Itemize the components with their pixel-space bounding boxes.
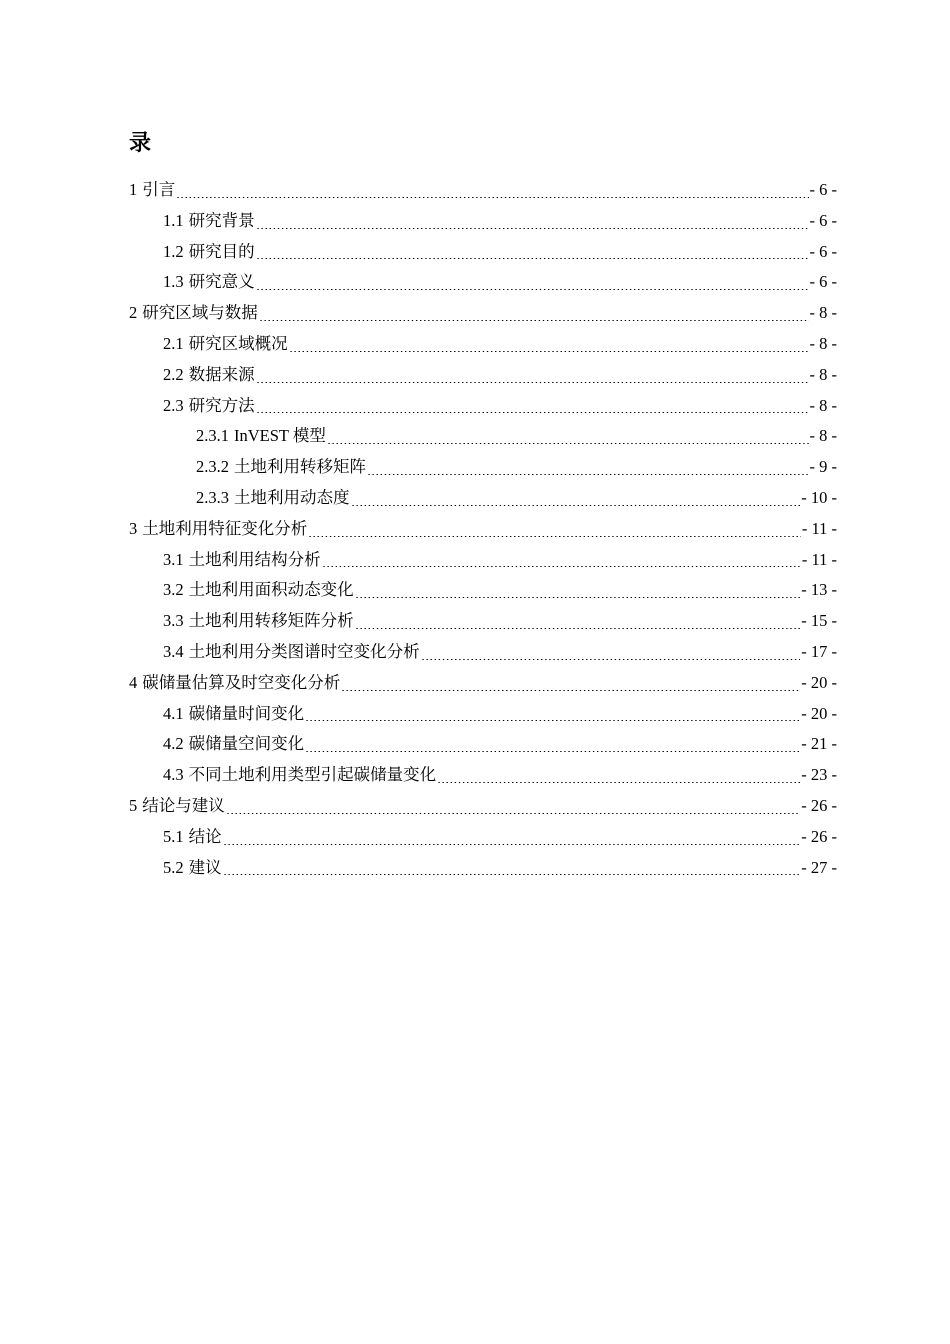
- toc-entry-number: 2.1: [163, 333, 184, 353]
- toc-entry-page-number: - 6 -: [809, 241, 837, 261]
- toc-entry[interactable]: [129, 483, 837, 514]
- toc-entry-title: 碳储量时间变化: [188, 703, 305, 723]
- toc-entry-number: 2.3: [163, 395, 184, 415]
- table-of-contents: [129, 175, 837, 883]
- toc-entry-number: 4: [129, 672, 138, 692]
- dot-leader: [176, 197, 808, 198]
- dot-leader: [305, 751, 800, 752]
- toc-entry-page-number: - 26 -: [801, 795, 837, 815]
- toc-entry[interactable]: [129, 668, 837, 699]
- toc-entry-number: 3.4: [163, 641, 184, 661]
- toc-entry[interactable]: [129, 237, 837, 268]
- toc-entry-number: 3: [129, 518, 138, 538]
- toc-entry-page-number: - 8 -: [809, 333, 837, 353]
- dot-leader: [308, 536, 801, 537]
- toc-entry[interactable]: [129, 760, 837, 791]
- toc-entry-title: 结论: [188, 826, 222, 846]
- toc-entry-page-number: - 8 -: [809, 303, 837, 323]
- toc-entry[interactable]: [129, 791, 837, 822]
- toc-entry-page-number: - 20 -: [801, 703, 837, 723]
- toc-entry-title: 土地利用转移矩阵分析: [188, 611, 354, 631]
- toc-entry-title: 研究目的: [188, 241, 255, 261]
- toc-entry-title: 土地利用动态度: [234, 487, 350, 507]
- toc-entry-title: 结论与建议: [142, 795, 225, 815]
- dot-leader: [327, 443, 809, 444]
- toc-entry-title: InVEST 模型: [234, 426, 326, 446]
- toc-entry-page-number: - 23 -: [801, 765, 837, 785]
- toc-entry-title: 建议: [188, 857, 222, 877]
- dot-leader: [351, 505, 801, 506]
- toc-entry-page-number: - 8 -: [809, 395, 837, 415]
- toc-entry[interactable]: [129, 699, 837, 730]
- toc-entry[interactable]: [129, 729, 837, 760]
- toc-entry-page-number: - 8 -: [809, 364, 837, 384]
- toc-entry[interactable]: [129, 514, 837, 545]
- toc-entry-page-number: - 15 -: [801, 611, 837, 631]
- toc-entry-title: 引言: [142, 180, 176, 199]
- toc-entry[interactable]: [129, 329, 837, 360]
- toc-entry-number: 3.2: [163, 580, 184, 600]
- dot-leader: [421, 659, 801, 660]
- toc-entry-number: 2.2: [163, 364, 184, 384]
- dot-leader: [223, 874, 801, 875]
- toc-entry-title: 土地利用面积动态变化: [188, 580, 354, 600]
- dot-leader: [355, 628, 801, 629]
- toc-entry-number: 5.2: [163, 857, 184, 877]
- toc-entry-page-number: - 20 -: [801, 672, 837, 692]
- toc-entry-title: 数据来源: [188, 364, 255, 384]
- toc-entry-title: 碳储量估算及时空变化分析: [142, 672, 341, 692]
- toc-entry-page-number: - 8 -: [809, 426, 837, 446]
- toc-entry-title: 土地利用分类图谱时空变化分析: [188, 641, 420, 661]
- toc-entry-title: 土地利用转移矩阵: [234, 457, 366, 477]
- toc-entry-title: 研究区域与数据: [142, 303, 258, 323]
- toc-entry-title: 不同土地利用类型引起碳储量变化: [188, 765, 437, 785]
- toc-entry-page-number: - 26 -: [801, 826, 837, 846]
- toc-entry-page-number: - 17 -: [801, 641, 837, 661]
- dot-leader: [256, 412, 809, 413]
- toc-entry[interactable]: [129, 298, 837, 329]
- dot-leader: [367, 474, 809, 475]
- toc-entry-title: 研究背景: [188, 210, 255, 230]
- toc-entry-title: 研究方法: [188, 395, 255, 415]
- toc-entry[interactable]: [129, 175, 837, 206]
- dot-leader: [305, 720, 800, 721]
- toc-entry-number: 1.3: [163, 272, 184, 292]
- toc-entry-number: 4.3: [163, 765, 184, 785]
- toc-entry-number: 2.3.1: [196, 426, 229, 446]
- toc-entry[interactable]: [129, 391, 837, 422]
- toc-entry-number: 1: [129, 180, 138, 199]
- toc-entry-number: 1.2: [163, 241, 184, 261]
- toc-entry-page-number: - 9 -: [809, 457, 837, 477]
- toc-entry-title: 研究区域概况: [188, 333, 288, 353]
- dot-leader: [256, 228, 809, 229]
- toc-entry-title: 碳储量空间变化: [188, 734, 305, 754]
- dot-leader: [223, 844, 801, 845]
- toc-entry[interactable]: [129, 452, 837, 483]
- dot-leader: [226, 813, 801, 814]
- toc-entry-page-number: - 6 -: [809, 180, 837, 199]
- toc-entry-title: 土地利用特征变化分析: [142, 518, 308, 538]
- toc-entry-page-number: - 11 -: [801, 518, 837, 538]
- toc-entry-page-number: - 11 -: [801, 549, 837, 569]
- toc-entry[interactable]: [129, 637, 837, 668]
- toc-entry-number: 3.3: [163, 611, 184, 631]
- toc-entry-number: 5.1: [163, 826, 184, 846]
- toc-entry[interactable]: [129, 853, 837, 884]
- toc-entry-number: 1.1: [163, 210, 184, 230]
- dot-leader: [256, 382, 809, 383]
- dot-leader: [437, 782, 800, 783]
- toc-entry-number: 2.3.2: [196, 457, 229, 477]
- toc-entry-number: 4.1: [163, 703, 184, 723]
- toc-entry-title: 研究意义: [188, 272, 255, 292]
- dot-leader: [355, 597, 801, 598]
- dot-leader: [256, 289, 809, 290]
- toc-entry-number: 2.3.3: [196, 487, 229, 507]
- toc-entry-number: 5: [129, 795, 138, 815]
- toc-entry-number: 4.2: [163, 734, 184, 754]
- toc-entry-page-number: - 27 -: [801, 857, 837, 877]
- toc-entry-page-number: - 13 -: [801, 580, 837, 600]
- toc-entry[interactable]: [129, 545, 837, 576]
- toc-entry[interactable]: [129, 421, 837, 452]
- dot-leader: [322, 566, 801, 567]
- toc-entry-page-number: - 6 -: [809, 272, 837, 292]
- toc-entry[interactable]: [129, 606, 837, 637]
- dot-leader: [259, 320, 809, 321]
- toc-entry[interactable]: [129, 575, 837, 606]
- dot-leader: [256, 258, 809, 259]
- toc-entry-number: 2: [129, 303, 138, 323]
- toc-entry-page-number: - 6 -: [809, 210, 837, 230]
- toc-entry-page-number: - 21 -: [801, 734, 837, 754]
- toc-title: 录: [129, 131, 152, 156]
- dot-leader: [289, 351, 809, 352]
- toc-entry[interactable]: [129, 822, 837, 853]
- toc-entry[interactable]: [129, 360, 837, 391]
- toc-entry-number: 3.1: [163, 549, 184, 569]
- toc-entry[interactable]: [129, 267, 837, 298]
- toc-entry-page-number: - 10 -: [801, 487, 837, 507]
- toc-entry[interactable]: [129, 206, 837, 237]
- dot-leader: [341, 690, 800, 691]
- toc-entry-title: 土地利用结构分析: [188, 549, 321, 569]
